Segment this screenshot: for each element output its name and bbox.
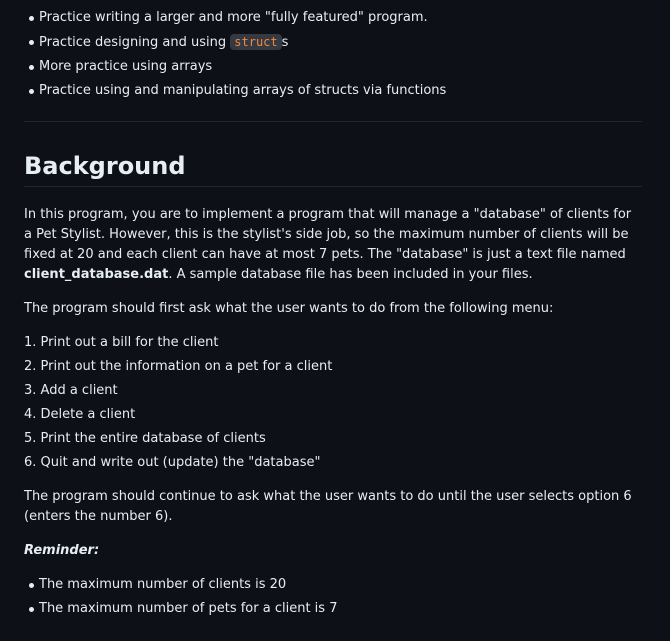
- reminder-label: Reminder:: [24, 543, 100, 558]
- inline-code-struct: struct: [230, 34, 281, 50]
- intro-text-end: . A sample database file has been included in your files.: [168, 267, 533, 282]
- objective-item: [39, 81, 642, 101]
- intro-text: In this program, you are to implement a program that will manage a "database" of clients for a Pet Stylist. However, this is the stylist's side job, so the maximum number of clients will be fixed at 20 and each client can have at most 7 pets. The "database" is just a text file named: [24, 207, 632, 262]
- objective-item: [39, 32, 642, 53]
- menu-prompt: The program should first ask what the user wants to do from the following menu:: [24, 301, 554, 316]
- database-filename: client_database.dat: [24, 267, 169, 282]
- objective-text: More practice using arrays: [39, 59, 213, 74]
- objectives-list: [24, 8, 642, 101]
- reminder-item: The maximum number of pets for a client is 7: [39, 599, 642, 619]
- background-heading: Background: [24, 150, 642, 187]
- objective-text: Practice using and manipulating arrays of structs via functions: [39, 83, 447, 98]
- menu-option: 2. Print out the information on a pet for a client: [24, 359, 333, 374]
- objective-item: [39, 57, 642, 77]
- menu-option: 5. Print the entire database of clients: [24, 431, 266, 446]
- objective-text: Practice designing and using: [39, 35, 231, 50]
- menu-option: 3. Add a client: [24, 383, 118, 398]
- loop-paragraph: The program should continue to ask what the user wants to do until the user selects option 6 (enters the number 6).: [24, 489, 632, 524]
- section-divider: [24, 121, 642, 122]
- objective-text: Practice writing a larger and more "fully featured" program.: [39, 10, 428, 25]
- objective-item: [39, 8, 642, 28]
- menu-option: 1. Print out a bill for the client: [24, 335, 219, 350]
- menu-list: [24, 333, 642, 473]
- objective-text-suffix: s: [281, 35, 289, 50]
- intro-paragraph: [24, 205, 642, 285]
- reminder-list: [24, 575, 642, 619]
- menu-option: 4. Delete a client: [24, 407, 136, 422]
- menu-option: 6. Quit and write out (update) the "database": [24, 455, 321, 470]
- reminder-item: The maximum number of clients is 20: [39, 575, 642, 595]
